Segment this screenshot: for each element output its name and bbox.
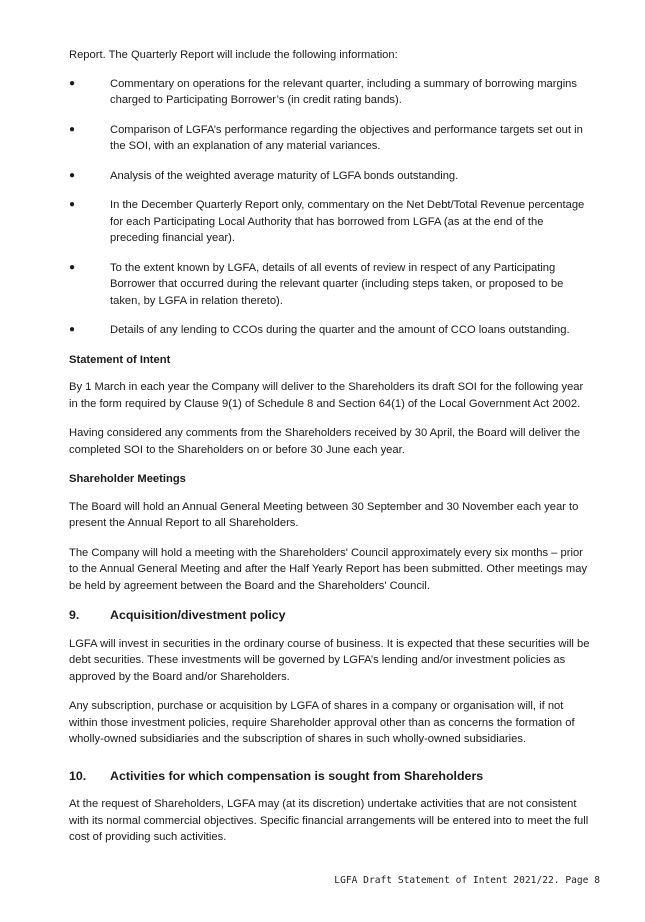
section-10-heading bbox=[69, 768, 593, 785]
bullet-icon: ● bbox=[69, 324, 76, 335]
document-page bbox=[69, 47, 593, 859]
list-item: ● Analysis of the weighted average maturity of LGFA bonds outstanding. bbox=[69, 168, 593, 185]
soi-paragraph-1: By 1 March in each year the Company will deliver to the Shareholders its draft SOI for the following year in the form required by Clause 9(1) of Schedule 8 and Section 64(1) of the Local Government Act 2002. bbox=[69, 381, 584, 410]
section-number: 9. bbox=[69, 608, 80, 622]
section-number: 10. bbox=[69, 768, 87, 783]
section-title: Activities for which compensation is sought from Shareholders bbox=[110, 768, 484, 783]
section-title: Acquisition/divestment policy bbox=[110, 608, 286, 622]
bullet-icon: ● bbox=[69, 169, 76, 181]
soi-heading: Statement of Intent bbox=[69, 353, 171, 366]
section-9-paragraph-2: Any subscription, purchase or acquisition by LGFA of shares in a company or organisation will, if not within those investment policies, require Shareholder approval other than as concerns the formation of wholly-owned subsidiaries and the subscription of shares in such wholly-owned subsidiaries. bbox=[69, 700, 575, 745]
intro-paragraph: Report. The Quarterly Report will include the following information: bbox=[69, 49, 398, 61]
list-item: ● Details of any lending to CCOs during the quarter and the amount of CCO loans outstanding. bbox=[69, 322, 593, 339]
meetings-heading: Shareholder Meetings bbox=[69, 473, 186, 485]
bullet-icon: ● bbox=[69, 261, 76, 273]
list-item: ● Commentary on operations for the relevant quarter, including a summary of borrowing margins charged to Participating Borrower’s (in credit rating bands). bbox=[69, 77, 577, 106]
quarterly-report-list bbox=[69, 76, 593, 339]
bullet-icon: ● bbox=[69, 77, 76, 89]
meetings-paragraph-1: The Board will hold an Annual General Meeting between 30 September and 30 November each year to present the Annual Report to all Shareholders. bbox=[69, 500, 579, 529]
page-footer: LGFA Draft Statement of Intent 2021/22. Page 8 bbox=[334, 875, 600, 886]
bullet-icon: ● bbox=[69, 199, 76, 210]
section-9-heading bbox=[69, 607, 593, 624]
bullet-icon: ● bbox=[69, 123, 76, 135]
list-item: ● In the December Quarterly Report only, commentary on the Net Debt/Total Revenue percentage for each Participating Local Authority that has borrowed from LGFA (as at the end of the preceding financial year). bbox=[69, 199, 585, 244]
section-9-paragraph-1: LGFA will invest in securities in the ordinary course of business. It is expected that these securities will be debt securities. These investments will be governed by LGFA’s lending and/or investment policies as approved by the Board and/or Shareholders. bbox=[69, 637, 590, 683]
meetings-paragraph-2: The Company will hold a meeting with the Shareholders' Council approximately every six months – prior to the Annual General Meeting and after the Half Yearly Report has been submitted. Other meetings may be held by agreement between the Board and the Shareholders' Council. bbox=[69, 546, 588, 592]
list-item: ● Comparison of LGFA’s performance regarding the objectives and performance targets set out in the SOI, with an explanation of any material variances. bbox=[69, 123, 583, 152]
soi-paragraph-2: Having considered any comments from the Shareholders received by 30 April, the Board will deliver the completed SOI to the Shareholders on or before 30 June each year. bbox=[69, 427, 581, 456]
section-10-paragraph-1: At the request of Shareholders, LGFA may (at its discretion) undertake activities that are not consistent with its normal commercial objectives. Specific financial arrangements will be entered into to meet the full cost of providing such activities. bbox=[69, 798, 589, 843]
list-item: ● To the extent known by LGFA, details of all events of review in respect of any Participating Borrower that occurred during the relevant quarter (including steps taken, or proposed to be taken, by LGFA in relation thereto). bbox=[69, 261, 564, 307]
